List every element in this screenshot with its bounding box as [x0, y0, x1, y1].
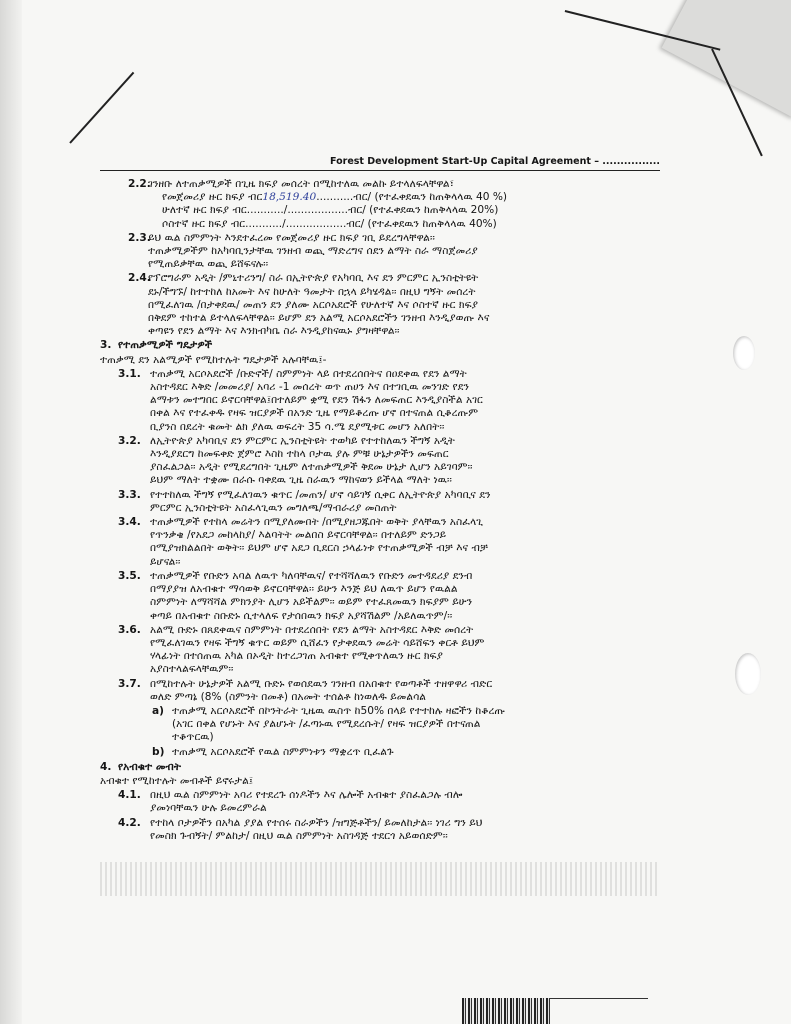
barcode-stamp	[462, 998, 550, 1024]
clause-line: ወለድ ምጣኔ (8% (ስምንት በመቶ) በአመት ተሰልቶ ከነወለዱ ይመልሳል	[150, 690, 427, 703]
clause-line: አስተዳደር እቅድ /መመሪያ/ አባሪ -1 መሰረት ወጥ ጠሀን እና በተገቢዉ መንገድ የደን	[150, 381, 469, 394]
clause-3-3	[100, 489, 660, 515]
section-4-intro	[100, 775, 660, 788]
clause-4-1	[100, 789, 660, 815]
page-left-edge	[0, 0, 22, 1024]
sub-item-letter: b)	[152, 745, 165, 758]
clause-line: ተጠቃሚ አርሶአደሮች /ቡድኖች/ ስምምነት ላይ በተደረሰበትና በዐደቀዉ የደን ልማት	[150, 367, 467, 380]
clause-2-3	[100, 232, 660, 272]
clause-line: የጥንቃቄ /የአደጋ መከላከያ/ እልባትት መልበስ ይኖርባቸዋል፡፡ በተለይም ድንጋይ	[150, 529, 447, 542]
clause-line: ተጠቃሚዎች የተከላ መሬትን በሚያለሙበት /በሚያዘጋጁበት ወቅት ያላቸዉን አስፈላጊ	[150, 516, 484, 529]
clause-number: 3.7.	[118, 677, 141, 690]
header-title: Forest Development Start-Up Capital Agreement – ................	[330, 156, 660, 167]
clause-line: ገንዘቡ ለተጠቃሚዎች በጊዜ ክፍያ መሰረት በሚከተለዉ መልኩ ይተላለፍላቸዋል፣	[148, 178, 454, 190]
section-3-intro	[100, 354, 660, 367]
section-4-heading	[100, 761, 660, 774]
clause-line: ደኑ/ችግኙ/ ከተተከለ ከአመት እና ከሁለት ዓመታት በኋላ ይካሄዳል፡፡ በዚህ ግኝት መሰረት	[148, 285, 476, 298]
clause-line: ያመነባቸዉን ሁሉ ይመረምራል	[150, 802, 267, 815]
clause-line: ቢያንስ በደረት ቁመት ልክ ያለዉ ወፍረት 35 ሳ.ሜ ደያሚቱር መሆን አለበት፡፡	[150, 420, 445, 433]
clause-line: የሚጠይቃቸዉ ወጪ ይሸፍናሉ፡፡	[148, 258, 269, 271]
clause-line: የተከላ ቦታዎችን በአካል ያያል የተሰሩ ስራዎችን /ዝግጅቶችን/ ይመለከታል፡፡ ነገሪ ግን ይህ	[150, 816, 483, 829]
clause-number: 3.4.	[118, 516, 141, 529]
clause-number: 3.1.	[118, 367, 141, 380]
clause-3-4	[100, 516, 660, 569]
clause-line: ቀጣይ በአብቁተ ስቡድኑ ሲተላለፍ የታሰበዉን ክፍያ አያሻሽልም /አይለዉጥም/፡፡	[150, 609, 453, 622]
clause-number: 2.2.	[128, 178, 151, 190]
clause-3-7	[100, 678, 660, 704]
clause-line: ቀጣዩን የደን ልማት እና እንክብካቤ ስራ እንዲያከናዉኑ ያግዛቸዋል፡፡	[148, 325, 400, 338]
sub-item-letter: a)	[152, 704, 164, 717]
scan-scratch-left	[69, 72, 134, 144]
clause-3-7-a	[100, 705, 660, 745]
clause-line: አልሚ ቡድኑ በጸደቀዉና ስምምነት በተደረሰበት የደን ልማት አስተዳደር እቅድ መሰረት	[150, 623, 474, 636]
clause-number: 2.3.	[128, 231, 151, 244]
section-intro: አብቁተ የሚከተሉት መብቶች ይኖሩታል፤	[100, 774, 254, 787]
clause-2-4	[100, 272, 660, 338]
clause-line: የፕሮግራም አዲት /ምኒተሪንግ/ ስራ በኢትዮጵያ የአካባቢ እና ደን ምርምር ኢንስቲትዩት	[148, 272, 479, 285]
clause-line: የተተከለዉ ችግኝ የሚፈለገዉን ቁጥር /መጠን/ ሆኖ ሳይገኝ ሲቀር ለኢትዮጵያ አካባቢና ደን	[150, 488, 491, 501]
clause-line: በቀል እና የተፈቀዱ የዛፍ ዝርያዎች በአንድ ጊዜ የማይቆረጡ ሆኖ በተናጠል ሲቆረጡም	[150, 407, 479, 420]
clause-line: ለኢትዮጵያ አካባቢና ደን ምርምር ኢንስቲትዩት ተወካይ የተተከለዉን ችግኝ አዲት	[150, 434, 455, 447]
clause-line: ይህም ማለት ተቋሙ በራሱ ባቀደዉ ጊዜ ስራዉን ማከናወን ይችላል ማለት ነዉ፡፡	[150, 474, 452, 487]
payment-line-second: ሁለተኛ ዙር ክፍያ ብር.........../..................ብር/ (የተፈቀደዉን ከጠቅላላዉ 20%)	[162, 204, 499, 217]
clause-line: በማያያዝ ለአብቁተ ማሳወቅ ይኖርባቸዋል፡፡ ይሁን እንጅ ይህ ለዉጥ ይሆን የዉልል	[150, 583, 458, 596]
payment-line-first	[148, 191, 660, 204]
clause-line: እንዲያደርግ ከመፍቀድ ጀምሮ እስከ ተከላ ቦታዉ ያሉ ምቹ ሁኔታዎችን መፍጠር	[150, 448, 449, 461]
clause-line: ተጠቃሚዎች የቡድን አባል ለዉጥ ካለባቸዉና/ የተሻሻለዉን የቡድን መተዳደሪያ ደንብ	[150, 569, 473, 582]
clause-line: በሚያዝክልልበት ወቅት፡፡ ይህም ሆኖ አደጋ ቢደርስ ኃላፊነቱ የተጠቃሚዎች ብቻ እና ብቻ	[150, 542, 488, 555]
clause-line: በቅደም ተከተል ይተላለፍላቸዋል፡፡ ይሆም ደን አልሚ አርሶአደሮችን ገንዘብ እንዲያወጡ እና	[148, 312, 490, 325]
payment-first-rest: ...........ብር/ (የተፈቀደዉን ከጠቅላላዉ 40 %)	[316, 191, 508, 204]
clause-line: ያስፈልጋል፡፡ አዲት የሚደረግበት ጊዜም ለተጠቃሚዎች ቅደመ ሁኔታ ሊሆን አይገባም፡፡	[150, 461, 473, 474]
page-header	[100, 156, 660, 171]
clause-line: ምርምር ኢንስቲትዩት አስፈላጊዉን መግለጫ/ማብራሪያ መስጠት	[150, 501, 397, 514]
clause-number: 2.4.	[128, 272, 151, 285]
clause-number: 3.6.	[118, 623, 141, 636]
clause-line: በዚህ ዉል ስምምነት አባሪ የተደረጉ ሰነዶችን እና ሌሎች አብቁተ ያስፈልጋሉ ብሎ	[150, 789, 463, 802]
section-number: 4.	[100, 760, 112, 773]
clause-3-2	[100, 435, 660, 488]
folded-corner	[662, 0, 791, 118]
clause-4-2	[100, 817, 660, 843]
clause-3-1	[100, 368, 660, 434]
clause-line: ይህ ዉል ስምምነት እንደተፈረመ የመጀመሪያ ዙር ክፍያ ገቢ ይደረግላቸዋል፡፡	[148, 231, 435, 244]
clause-number: 3.2.	[118, 434, 141, 447]
clause-number: 4.1.	[118, 789, 141, 802]
clause-3-5	[100, 570, 660, 623]
clause-line: ስምምነት ለማሻሻል ምክንያት ሊሆን አይችልም፡፡ ወይም የተፈጸመዉን ክፍያም ይሁን	[150, 596, 473, 609]
clause-line: የመስክ ጉብኝት/ ምልከታ/ በዚህ ዉል ስምምነት አስገዳጅ ተደርጎ አይወሰድም፡፡	[150, 829, 448, 842]
punch-hole-lower	[735, 653, 761, 695]
clause-line: ተጠቃሚ አርሶአደሮች በኮንትራት ጊዜዉ ዉስጥ ከ50% በላይ የተተከሉ ዛፎችን ከቆረጡ	[172, 704, 506, 717]
clause-number: 3.3.	[118, 488, 141, 501]
payment-line-third: ሶስተኛ ዙር ክፍያ ብር.........../..................ብር/ (የተፈቀደዉን ከጠቅላላዉ 40%)	[162, 217, 497, 230]
clause-number: 4.2.	[118, 816, 141, 829]
handwritten-amount: 18,519.40	[262, 191, 317, 204]
document-body	[100, 178, 660, 844]
clause-line: ተጠቃሚ አርሶአደሮች የዉል ስምምነቱን ማቋረጥ ቢፈልጉ	[172, 745, 394, 758]
clause-line: ተጠቃሚዎችም ከአካባቢንታቸዉ ገንዘብ ወጪ ማድረግና ሰደን ልማት ስራ ማስጀመሪያ	[148, 245, 478, 258]
punch-hole-upper	[733, 336, 755, 370]
clause-line: አያስተላልፍላቸዉም፡፡	[150, 663, 234, 676]
clause-2-2	[100, 178, 660, 231]
clause-3-7-b	[100, 746, 660, 759]
clause-line: የሚፈለገዉን የዛፍ ችግኝ ቁጥር ወይም ሲሸፈን የታቀደዉን መሬት ሳይሸፍን ቀርቶ ይህም	[150, 636, 485, 649]
clause-line: (አገር በቀል የሆኑት እና ያልሆኑት /ፈጣኑዉ የሚደረሱት/ የዛፍ ዝርያዎች በተናጠል	[172, 718, 481, 731]
scan-noise-band	[100, 862, 660, 896]
clause-number: 3.5.	[118, 569, 141, 582]
clause-line: ተቆጥርዉ)	[172, 731, 214, 744]
section-intro: ተጠቃሚ ደን አልሚዎች የሚከተሉት ግዴታዎች አሉባቸዉ፤-	[100, 353, 327, 366]
section-title: የተጠቃሚዎች ግዴታዎች	[118, 339, 213, 352]
section-title: የአብቁተ መብት	[118, 760, 181, 773]
section-3-heading	[100, 339, 660, 352]
clause-line: ይሆናል፡፡	[150, 555, 181, 568]
clause-line: በሚፈለገዉ /በታቀደዉ/ መጠን ደን ያለሙ አርሶአደሮች የሁለተኛ እና ሶስተኛ ዙር ክፍያ	[148, 298, 479, 311]
clause-line: ሃላፊነት በተሰጠዉ አካል በኦዲት ከተረጋገጠ አብቁተ የሚቀጥለዉን ዙር ክፍያ	[150, 650, 443, 663]
payment-first-label: የመጀመሪያ ዙር ክፍያ ብር	[162, 191, 263, 204]
clause-line: ልማቱን መተግበር ይኖርባቸዋል፤በተለይም ቋሚ የደን ሽፋን ለመፍጠር እንዲያስችል አገር	[150, 394, 483, 407]
section-number: 3.	[100, 339, 112, 352]
clause-line: በሚከተሉት ሁኔታዎች አልሚ ቡድኑ የወሰደዉን ገንዘብ በአበቁተ የወጣቶች ተዘዋዋሪ ብድር	[150, 677, 493, 690]
clause-3-6	[100, 624, 660, 677]
